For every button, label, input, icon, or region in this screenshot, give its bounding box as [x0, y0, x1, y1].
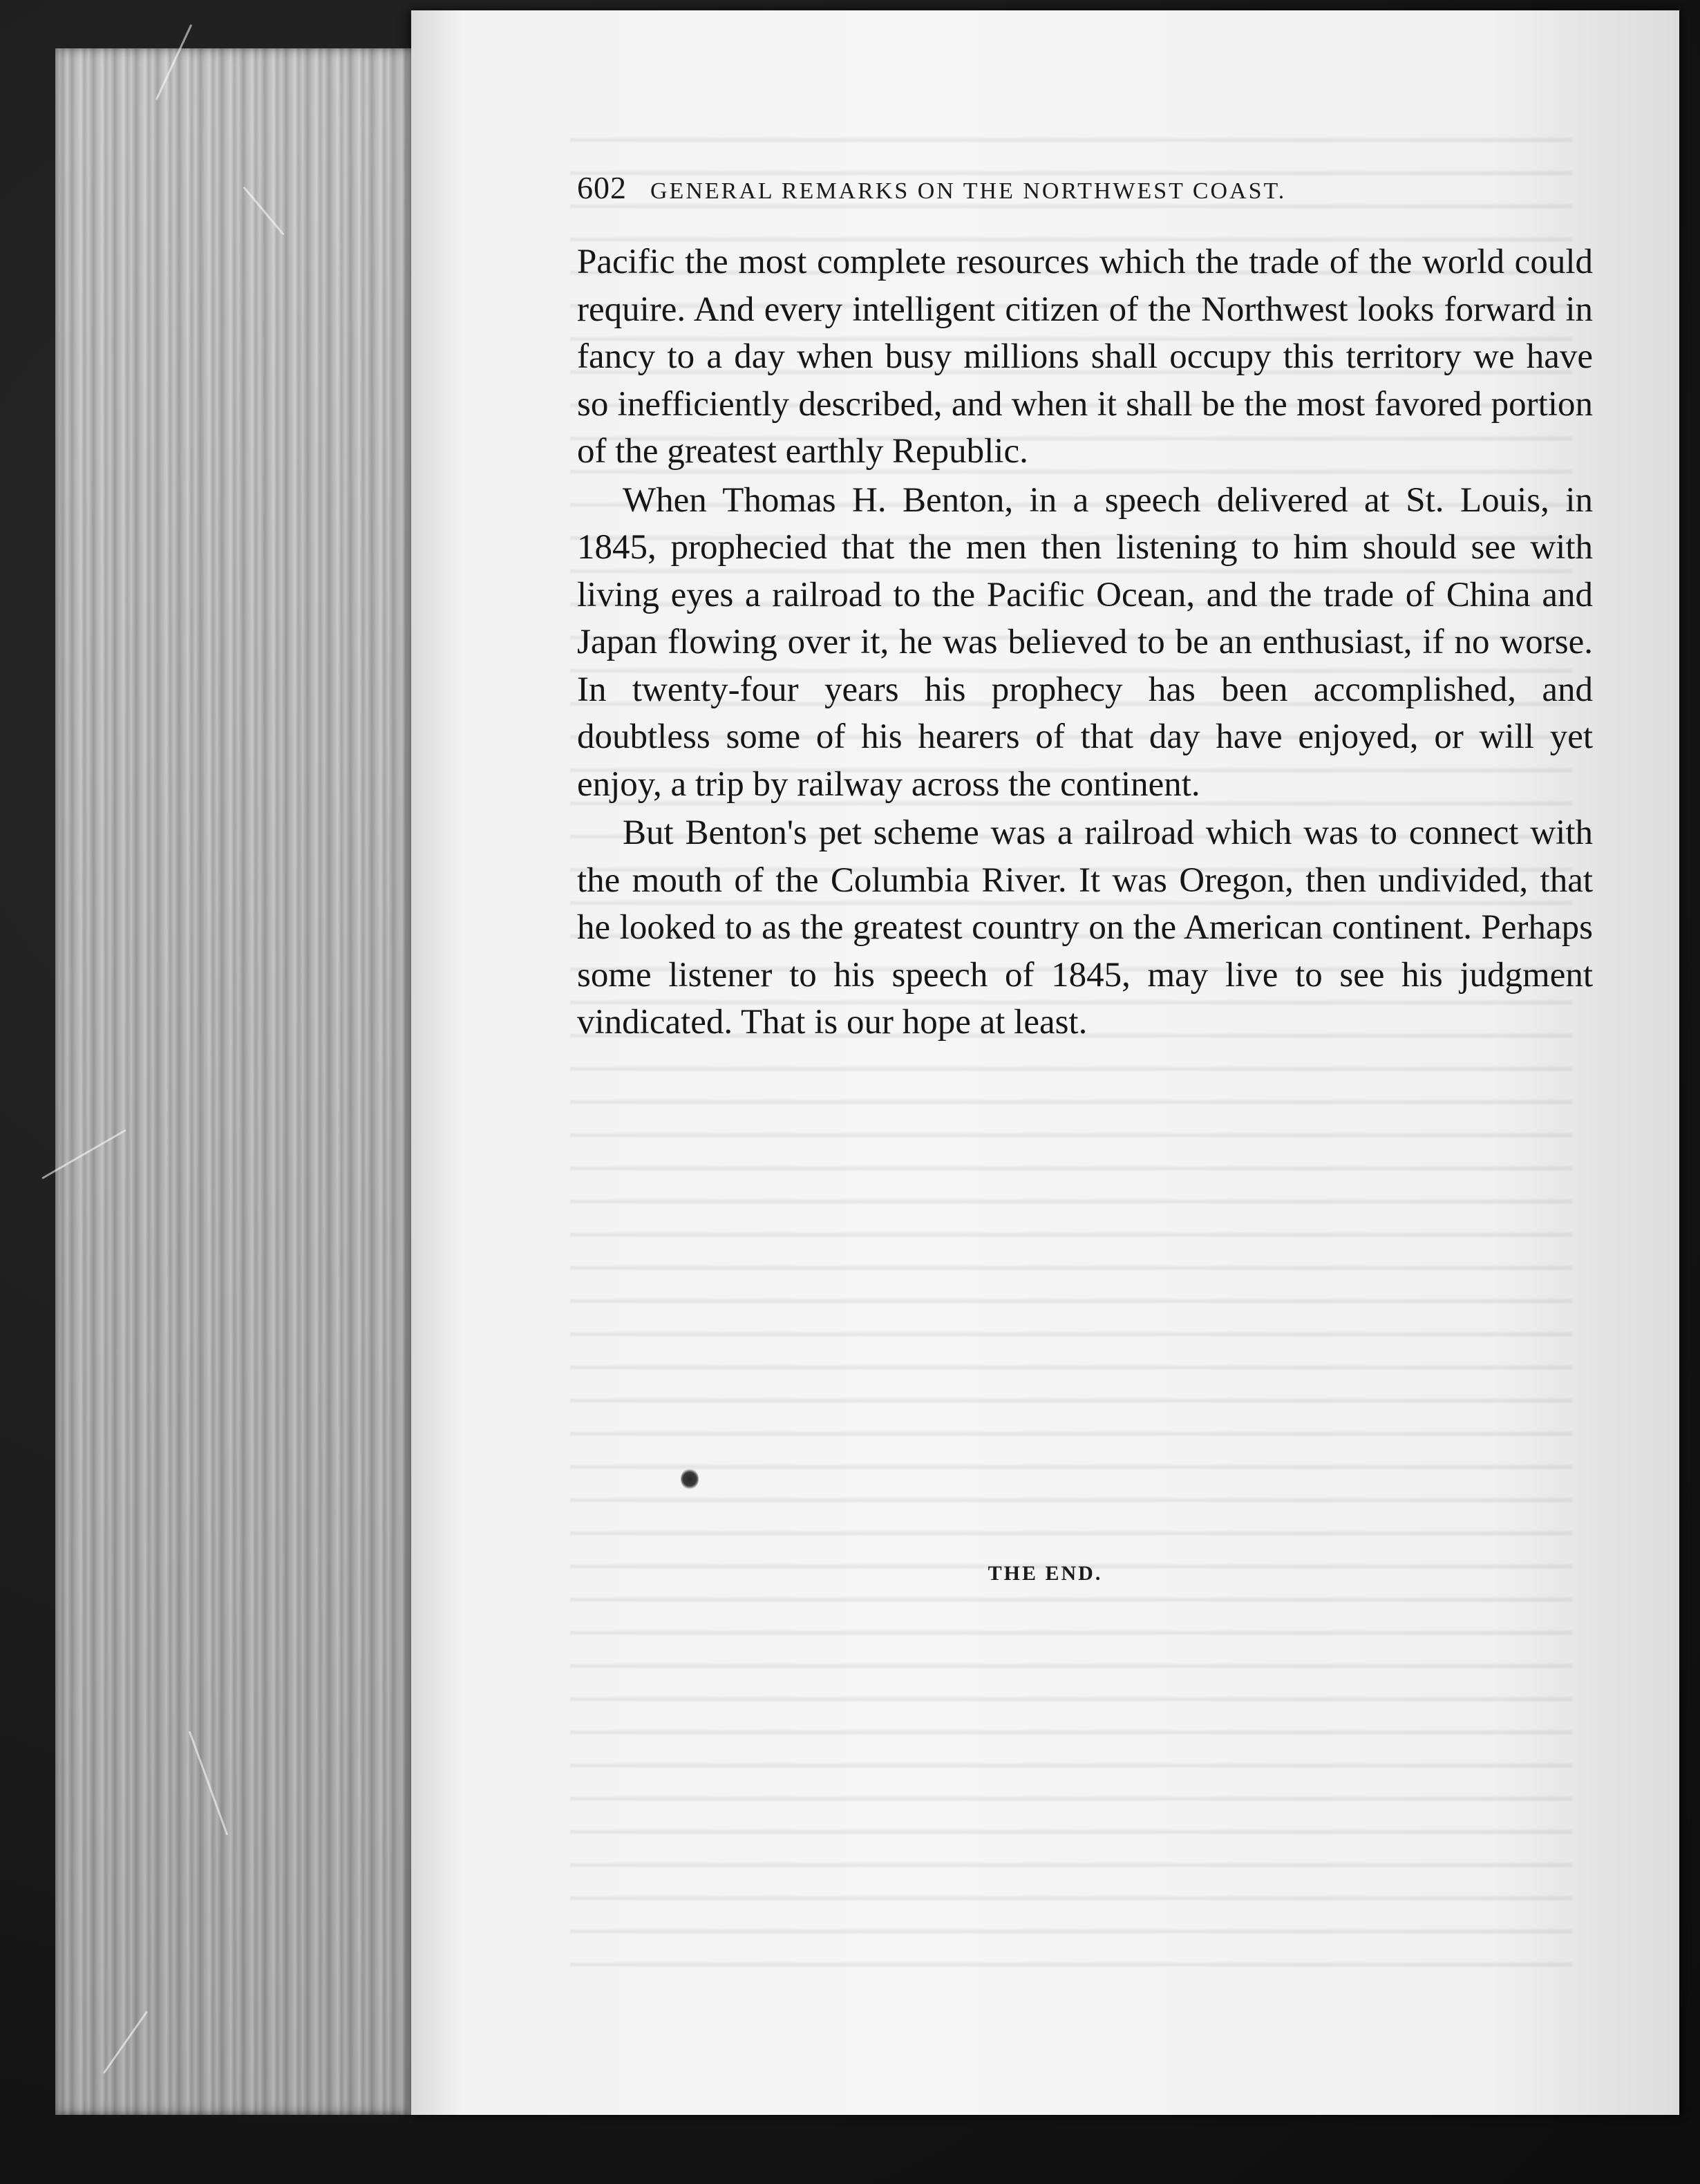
paragraph: Pacific the most complete resources which the trade of the world could require. And every intelligent citizen of the Northwest looks forward in fancy to a day when busy millions shall occupy this territory we have so inefficiently described, and when it shall be the most favored portion of the greatest earthly Republic. — [577, 243, 1593, 471]
paragraph: But Benton's pet scheme was a railroad which was to connect with the mouth of the Columbia River. It was Oregon, then undivided, that he looked to as the greatest country on the American continent. Perhaps some listener to his speech of 1845, may live to see his judgment vindicated. That is our hope at least. — [577, 813, 1593, 1042]
running-title: GENERAL REMARKS ON THE NORTHWEST COAST. — [650, 178, 1287, 204]
ink-blot — [681, 1469, 699, 1489]
book-page-edges — [55, 48, 428, 2115]
paragraph: When Thomas H. Benton, in a speech delivered at St. Louis, in 1845, prophecied that the men then listening to him should see with living eyes a railroad to the Pacific Ocean, and the trade of China and Japan flowing over it, he was believed to be an enthusiast, if no worse. In twenty-four years his prophecy has been accomplished, and doubtless some of his hearers of that day have enjoyed, or will yet enjoy, a trip by railway across the continent. — [577, 480, 1593, 804]
body-text — [577, 238, 1593, 1048]
book-page — [411, 10, 1679, 2115]
running-head — [577, 169, 1558, 211]
the-end-label: THE END. — [988, 1562, 1103, 1585]
page-number: 602 — [577, 170, 627, 205]
